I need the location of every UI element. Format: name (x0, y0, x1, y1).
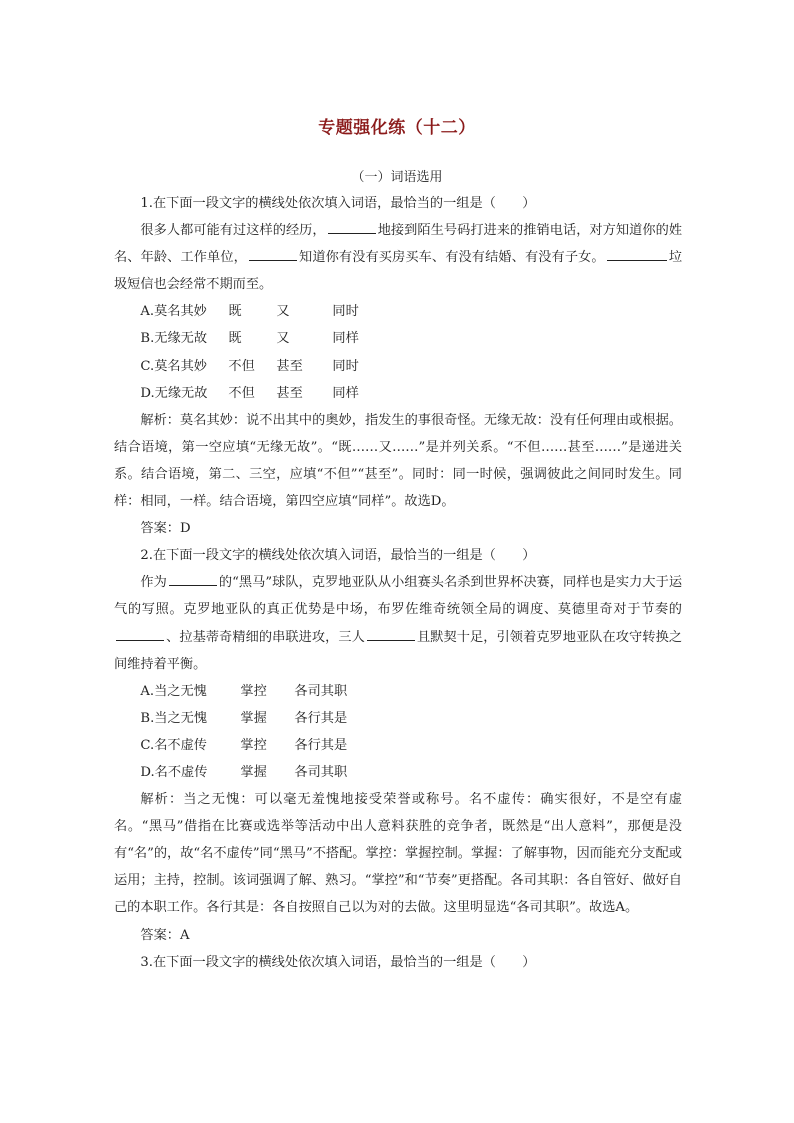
blank-line (328, 219, 376, 234)
blank-line (367, 626, 415, 641)
q1-stem: 1.在下面一段文字的横线处依次填入词语，最恰当的一组是（ ） (140, 196, 536, 211)
q2-answer: 答案：A (140, 927, 190, 943)
q2-passage: 作为 的“黑马”球队，克罗地亚队从小组赛头名杀到世界杯决赛，同样也是实力大于运气的写照。克罗地亚队的真正优势是中场，布罗佐维奇统领全局的调度、莫德里奇对于节奏的、拉基蒂奇精细的串联进攻，三人 且默契十足，引领着克罗地亚队在攻守转换之间维持着平衡。 (114, 569, 682, 677)
q2-option-c: C.名不虚传 掌控 各行其是 (140, 737, 348, 753)
q1-option-d: D.无缘无故 不但 甚至 同样 (140, 385, 359, 401)
q1-answer: 答案：D (140, 521, 191, 537)
blank-line (607, 246, 667, 261)
q1-option-a: A.莫名其妙 既 又 同时 (140, 304, 359, 320)
q2-option-b: B.当之无愧 掌握 各行其是 (140, 710, 348, 726)
q2-stem: 2.在下面一段文字的横线处依次填入词语，最恰当的一组是（ ） (140, 548, 536, 564)
q1-analysis: 解析：莫名其妙：说不出其中的奥妙，指发生的事很奇怪。无缘无故：没有任何理由或根据。结合语境，第一空应填“无缘无故”。“既……又……”是并列关系。“不但……甚至……”是递进关系。结合语境，第二、三空，应填“不但”“甚至”。同时：同一时候，强调彼此之间同时发生。同样：相同，一样。结合语境，第四空应填“同样”。故选D。 (114, 412, 682, 510)
document-body (114, 190, 682, 976)
q2-option-d: D.名不虚传 掌握 各司其职 (140, 764, 348, 780)
blank-line (116, 626, 164, 641)
q2-analysis: 解析：当之无愧：可以毫无羞愧地接受荣誉或称号。名不虚传：确实很好，不是空有虚名。“黑马”借指在比赛或选举等活动中出人意料获胜的竞争者，既然是“出人意料”，那便是没有“名”的，故“名不虚传”同“黑马”不搭配。掌控：掌握控制。掌握：了解事物，因而能充分支配或运用；主持，控制。该词强调了解、熟习。“掌控”和“节奏”更搭配。各司其职：各自管好、做好自己的本职工作。各行其是：各自按照自己以为对的去做。这里明显选“各司其职”。故选A。 (114, 792, 682, 916)
q1-option-b: B.无缘无故 既 又 同样 (140, 331, 359, 347)
section-heading: （一）词语选用 (351, 170, 443, 185)
q1-option-c: C.莫名其妙 不但 甚至 同时 (140, 358, 359, 374)
page-title: 专题强化练（十二） (318, 118, 476, 138)
blank-line (169, 571, 217, 586)
q1-passage: 很多人都可能有过这样的经历， 地接到陌生号码打进来的推销电话，对方知道你的姓名、年龄、工作单位， 知道你有没有买房买车、有没有结婚、有没有子女。 垃圾短信也会经常不期而至。 (114, 217, 682, 298)
blank-line (249, 246, 297, 261)
q3-stem: 3.在下面一段文字的横线处依次填入词语，最恰当的一组是（ ） (140, 954, 536, 970)
q2-option-a: A.当之无愧 掌控 各司其职 (140, 683, 348, 699)
